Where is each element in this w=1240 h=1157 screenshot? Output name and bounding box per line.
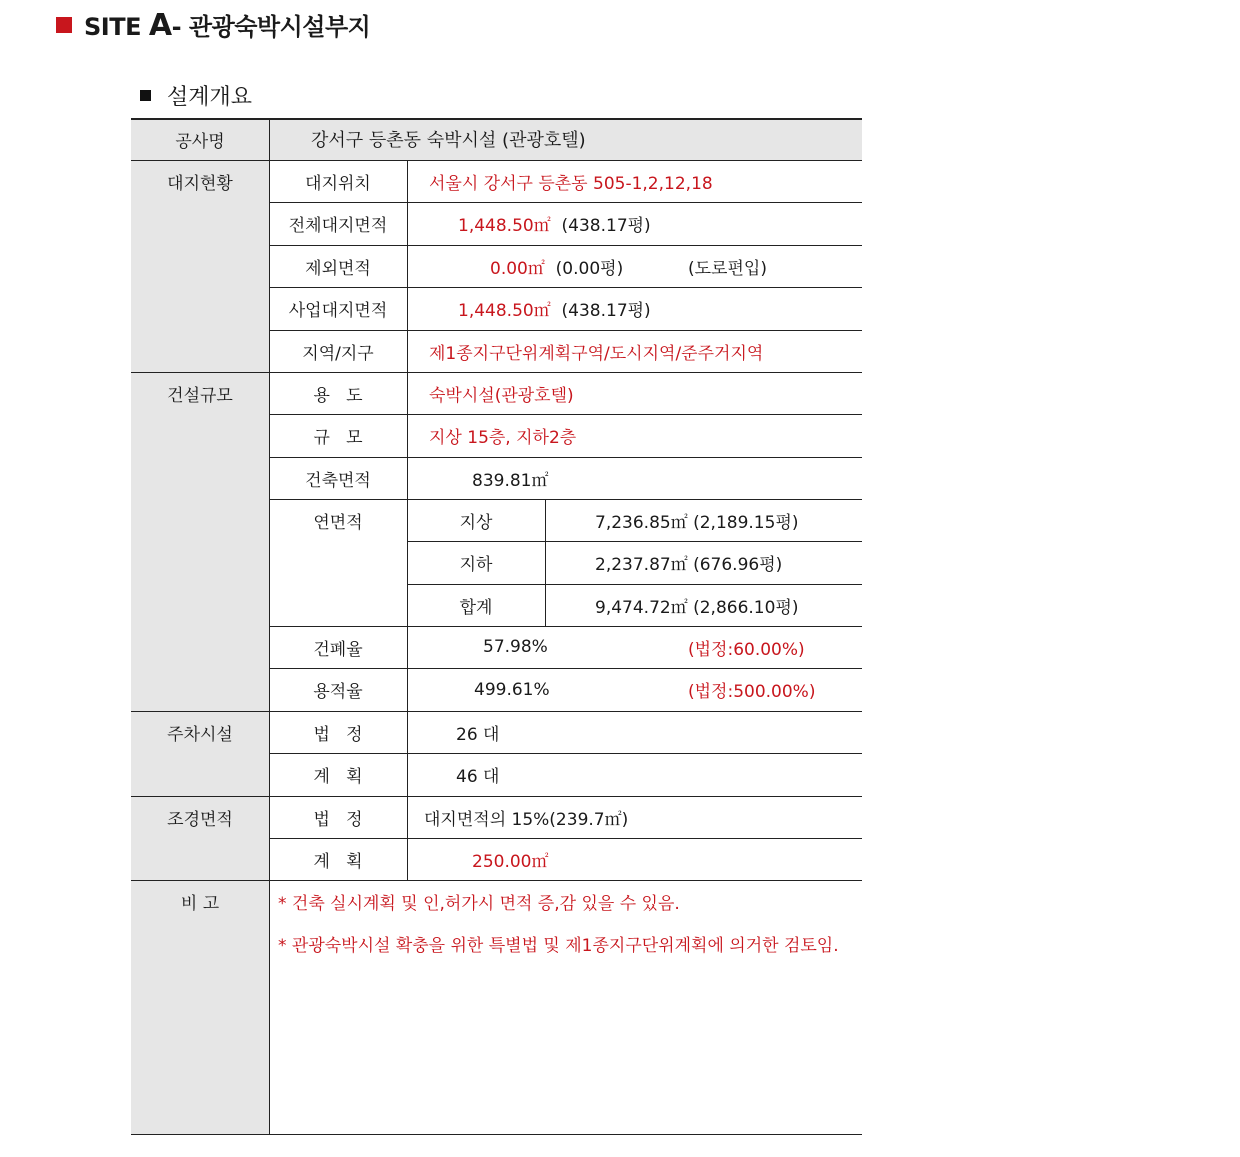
far-value: 499.61%	[474, 679, 550, 700]
far-legal: (법정:500.00%)	[688, 682, 816, 702]
building-area-label: 건축면적	[305, 470, 371, 491]
row-divider	[269, 753, 862, 754]
location-value: 서울시 강서구 등촌동 505-1,2,12,18	[429, 173, 713, 194]
parking-plan-value: 46 대	[456, 767, 500, 787]
remarks-label: 비 고	[131, 880, 269, 1135]
row-divider	[269, 287, 862, 288]
landscape-label: 조경면적	[131, 796, 269, 880]
row-divider	[269, 838, 862, 839]
bcr-label: 건폐율	[313, 639, 363, 660]
project-label: 공사명	[131, 118, 269, 160]
table-top-border	[131, 118, 862, 120]
row-divider	[407, 541, 862, 542]
section-title: 설계개요	[167, 84, 253, 110]
black-square-icon	[140, 90, 151, 101]
above-ground-label: 지상	[459, 512, 493, 533]
column-divider	[407, 160, 408, 880]
below-ground-label: 지하	[459, 555, 493, 575]
landscape-legal-value: 대지면적의 15%(239.7㎡)	[424, 809, 629, 830]
building-area-value: 839.81㎡	[472, 470, 549, 491]
use-label: 용 도	[313, 385, 363, 406]
far-label: 용적율	[313, 682, 363, 702]
column-divider	[269, 118, 270, 1134]
row-divider	[269, 668, 862, 669]
project-value: 강서구 등촌동 숙박시설 (관광호텔)	[269, 118, 862, 160]
site-status-label: 대지현황	[131, 160, 269, 372]
row-divider	[269, 499, 862, 500]
row-divider	[407, 584, 862, 585]
parking-plan-label: 계 획	[313, 767, 363, 787]
landscape-plan-value: 250.00㎡	[472, 851, 549, 872]
construction-label: 건설규모	[131, 372, 269, 711]
row-divider	[131, 372, 862, 373]
bcr-value: 57.98%	[483, 637, 548, 657]
landscape-legal-label: 법 정	[313, 809, 363, 830]
remark-note-2: * 관광숙박시설 확충을 위한 특별법 및 제1종지구단위계획에 의거한 검토임.	[278, 935, 839, 956]
below-ground-value: 2,237.87㎡ (676.96평)	[595, 555, 783, 575]
row-divider	[131, 796, 862, 797]
use-value: 숙박시설(관광호텔)	[429, 385, 574, 406]
row-divider	[269, 457, 862, 458]
row-divider	[269, 330, 862, 331]
total-floor-value: 9,474.72㎡ (2,866.10평)	[595, 597, 799, 618]
excluded-area-note: (도로편입)	[688, 258, 767, 279]
parking-label: 주차시설	[131, 711, 269, 796]
excluded-area-value: 0.00㎡ (0.00평)	[490, 258, 624, 279]
row-divider	[131, 160, 862, 161]
table-bottom-border	[131, 1134, 862, 1135]
zone-value: 제1종지구단위계획구역/도시지역/준주거지역	[429, 343, 764, 364]
row-divider	[131, 880, 862, 881]
page-header	[56, 8, 370, 42]
total-floor-label: 합계	[459, 597, 493, 618]
total-area-label: 전체대지면적	[288, 216, 388, 236]
floor-area-label: 연면적	[313, 513, 363, 533]
business-area-value: 1,448.50㎡ (438.17평)	[458, 301, 651, 321]
page-title: SITE A- 관광숙박시설부지	[84, 8, 371, 43]
landscape-plan-label: 계 획	[313, 851, 363, 872]
red-square-icon	[56, 17, 72, 33]
total-area-value: 1,448.50㎡ (438.17평)	[458, 216, 651, 236]
bcr-legal: (법정:60.00%)	[688, 639, 805, 660]
above-ground-value: 7,236.85㎡ (2,189.15평)	[595, 512, 799, 533]
row-divider	[269, 626, 862, 627]
column-divider	[545, 499, 546, 626]
row-divider	[269, 202, 862, 203]
zone-label: 지역/지구	[302, 343, 374, 364]
parking-legal-value: 26 대	[456, 724, 500, 745]
row-divider	[269, 245, 862, 246]
remark-note-1: * 건축 실시계획 및 인,허가시 면적 증,감 있을 수 있음.	[278, 893, 680, 914]
location-label: 대지위치	[305, 173, 371, 194]
business-area-label: 사업대지면적	[288, 301, 388, 321]
scale-value: 지상 15층, 지하2층	[429, 428, 577, 448]
parking-legal-label: 법 정	[313, 724, 363, 745]
section-header	[140, 80, 252, 110]
scale-label: 규 모	[313, 428, 363, 448]
row-divider	[269, 414, 862, 415]
row-divider	[131, 711, 862, 712]
excluded-area-label: 제외면적	[305, 258, 371, 279]
